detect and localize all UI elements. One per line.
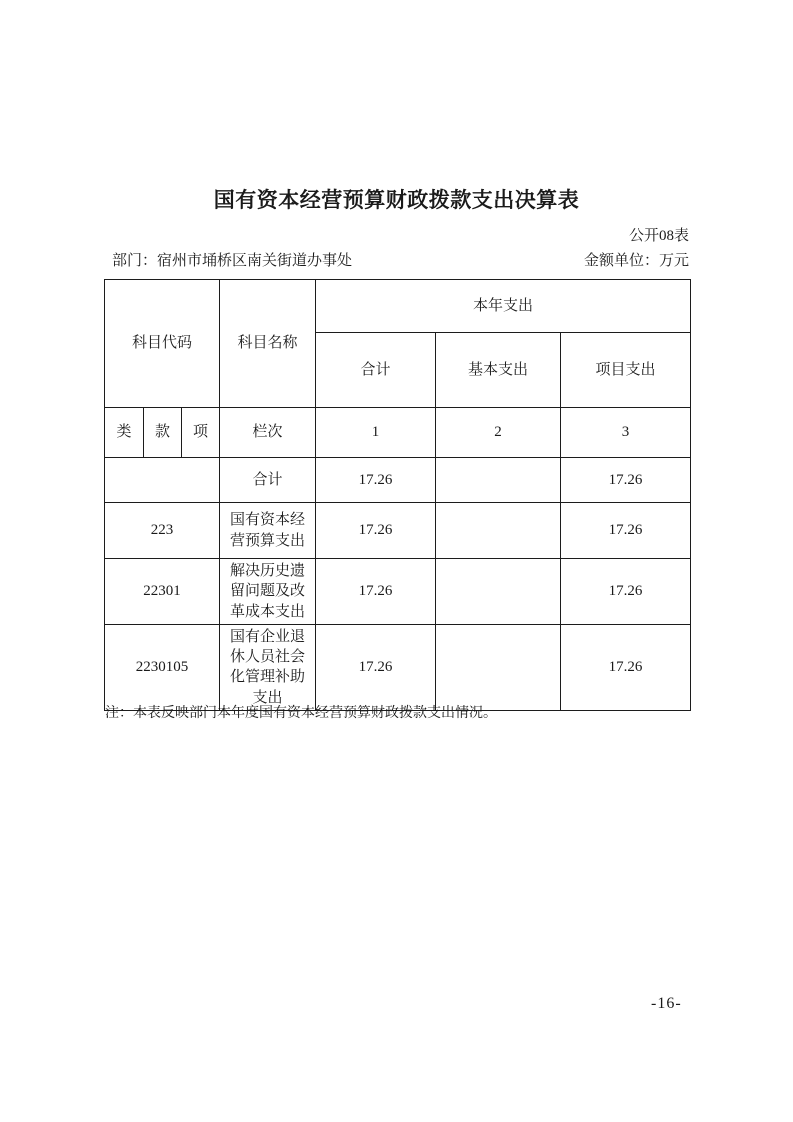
cell-project: 17.26 <box>561 624 691 710</box>
page-number: -16- <box>651 995 682 1012</box>
cell-code: 223 <box>105 503 220 559</box>
header-project-expenditure: 项目支出 <box>561 333 691 408</box>
amount-unit-label: 金额单位：万元 <box>583 253 689 269</box>
table-row <box>105 559 691 625</box>
cell-basic <box>436 559 561 625</box>
meta-line <box>104 249 689 270</box>
table-header-row-3 <box>105 408 691 458</box>
cell-basic <box>436 458 561 503</box>
expenditure-table <box>104 279 691 711</box>
header-category: 类 <box>105 408 144 458</box>
cell-total: 17.26 <box>316 559 436 625</box>
cell-basic <box>436 624 561 710</box>
header-col-num-1: 1 <box>316 408 436 458</box>
cell-code <box>105 458 220 503</box>
department-label: 部门：宿州市埇桥区南关街道办事处 <box>112 253 353 269</box>
header-section: 款 <box>144 408 182 458</box>
cell-name: 合计 <box>220 458 316 503</box>
table-header-row-1 <box>105 280 691 333</box>
cell-total: 17.26 <box>316 458 436 503</box>
header-total: 合计 <box>316 333 436 408</box>
table-row <box>105 503 691 559</box>
cell-project: 17.26 <box>561 559 691 625</box>
header-subject-name: 科目名称 <box>220 280 316 408</box>
header-col-num-2: 2 <box>436 408 561 458</box>
header-current-year-expenditure: 本年支出 <box>316 280 691 333</box>
cell-name: 国有企业退休人员社会化管理补助支出 <box>220 624 316 710</box>
table-note: 注：本表反映部门本年度国有资本经营预算财政拨款支出情况。 <box>105 706 497 721</box>
cell-total: 17.26 <box>316 503 436 559</box>
table-row <box>105 458 691 503</box>
header-item: 项 <box>182 408 220 458</box>
cell-name: 国有资本经营预算支出 <box>220 503 316 559</box>
table-row <box>105 624 691 710</box>
page-title: 国有资本经营预算财政拨款支出决算表 <box>213 188 580 212</box>
header-column-label: 栏次 <box>220 408 316 458</box>
cell-project: 17.26 <box>561 503 691 559</box>
header-basic-expenditure: 基本支出 <box>436 333 561 408</box>
table-number: 公开08表 <box>628 228 689 244</box>
cell-basic <box>436 503 561 559</box>
header-subject-code: 科目代码 <box>105 280 220 408</box>
cell-project: 17.26 <box>561 458 691 503</box>
cell-code: 2230105 <box>105 624 220 710</box>
cell-name: 解决历史遗留问题及改革成本支出 <box>220 559 316 625</box>
cell-total: 17.26 <box>316 624 436 710</box>
cell-code: 22301 <box>105 559 220 625</box>
header-col-num-3: 3 <box>561 408 691 458</box>
